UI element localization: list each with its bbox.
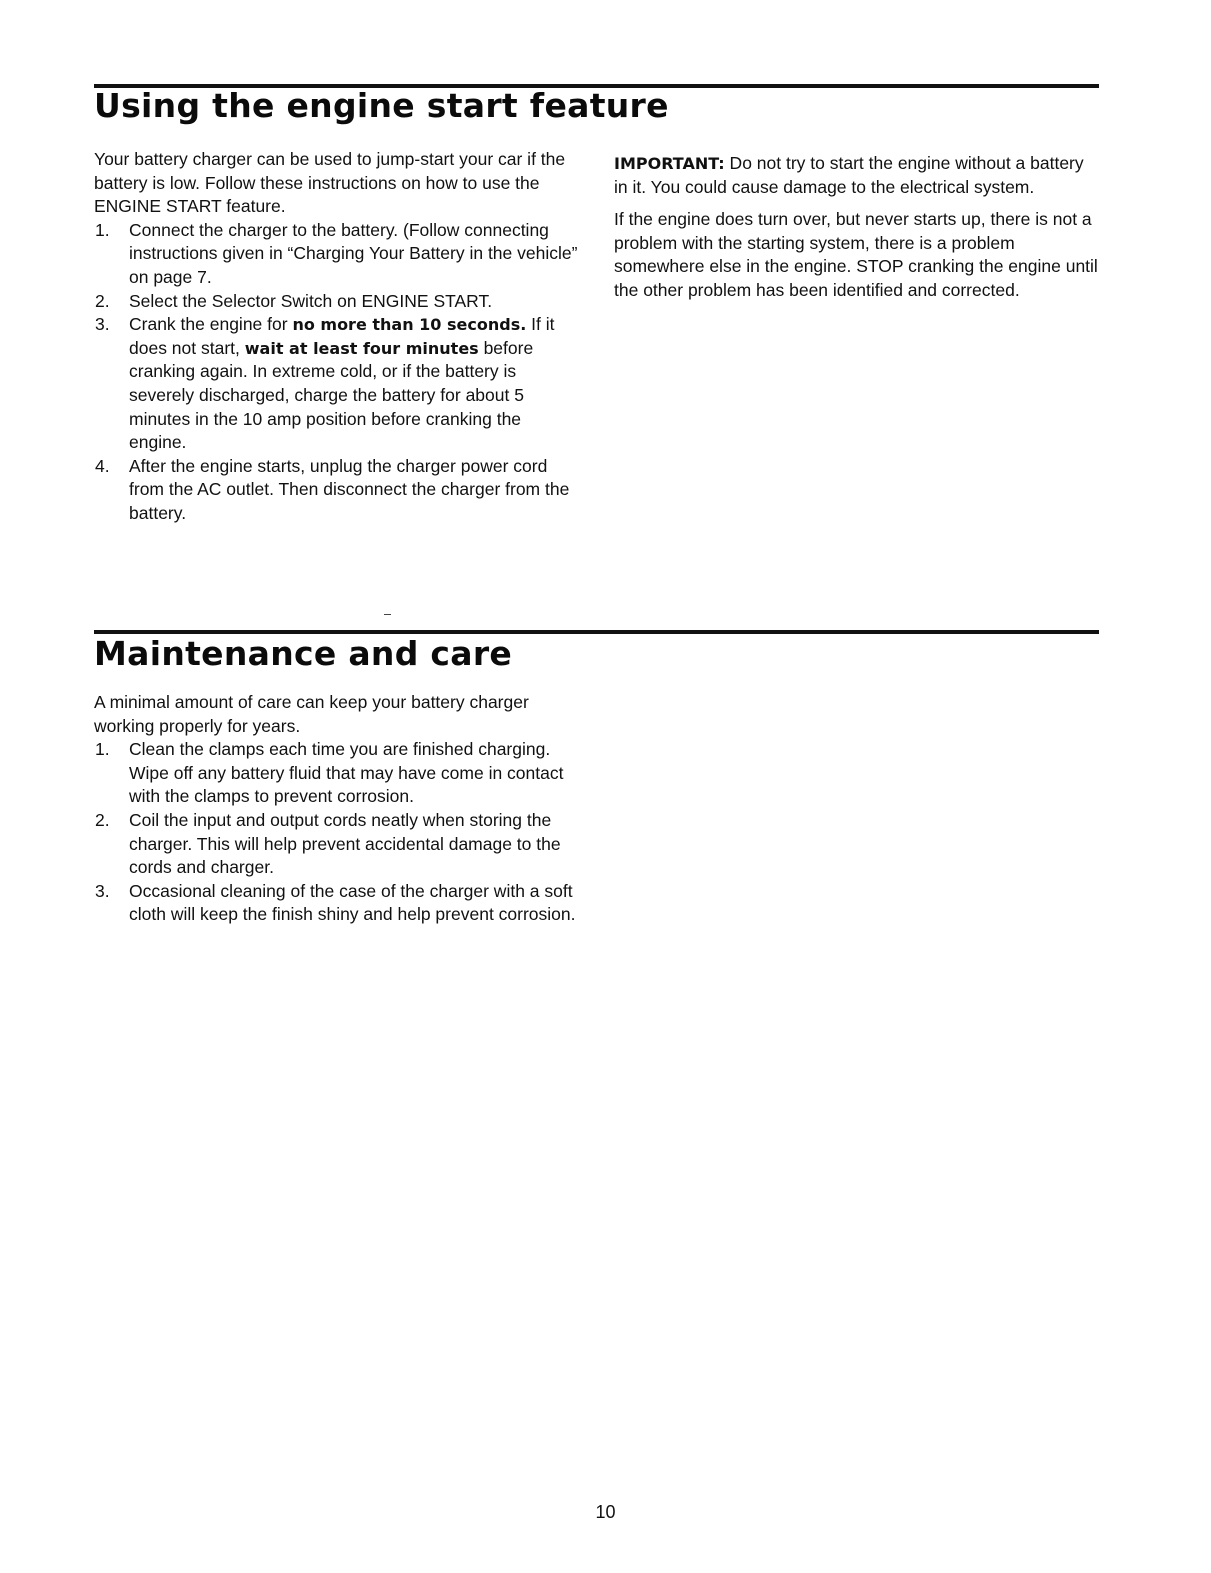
section-title-engine-start: Using the engine start feature	[94, 86, 669, 125]
important-text: Do not try to start the engine without a battery in it. You could cause damage to the electrical system.	[614, 153, 1084, 197]
important-note	[614, 152, 1102, 199]
list-item	[94, 455, 579, 526]
list-item-text: Connect the charger to the battery. (Follow connecting instructions given in “Charging Your Battery in the vehicle” on page 7.	[129, 219, 578, 287]
list-item	[94, 738, 584, 809]
list-item-text: Occasional cleaning of the case of the charger with a soft cloth will keep the finish shiny and help prevent corrosion.	[129, 880, 576, 925]
important-label: IMPORTANT:	[614, 154, 725, 173]
page-number: 10	[595, 1502, 616, 1522]
stray-mark	[384, 614, 391, 615]
engine-start-right-column	[614, 152, 1102, 303]
list-item-text: Coil the input and output cords neatly when storing the charger. This will help prevent accidental damage to the cords and charger.	[129, 809, 561, 878]
list-item-number: 4.	[95, 455, 110, 476]
list-item	[94, 880, 584, 927]
maintenance-intro: A minimal amount of care can keep your battery charger working properly for years.	[94, 692, 529, 736]
list-item-number: 3.	[95, 880, 110, 901]
emphasis-time-limit: no more than 10 seconds.	[292, 315, 527, 335]
list-item-number: 3.	[95, 314, 110, 335]
list-item-text: Crank the engine for	[129, 314, 293, 335]
list-item-text: After the engine starts, unplug the charger power cord from the AC outlet. Then disconnect the charger from the battery.	[129, 455, 570, 523]
list-item-text: Select the Selector Switch on ENGINE START.	[129, 290, 493, 311]
section-title-maintenance: Maintenance and care	[94, 634, 513, 673]
list-item	[94, 809, 584, 880]
list-item-number: 2.	[95, 290, 110, 311]
list-item	[94, 290, 579, 314]
list-item	[94, 313, 579, 455]
list-item-number: 1.	[95, 739, 110, 760]
maintenance-column	[94, 691, 584, 927]
list-item-number: 2.	[95, 809, 110, 830]
engine-start-steps	[94, 219, 579, 526]
list-item-text: Clean the clamps each time you are finished charging. Wipe off any battery fluid that may have come in contact with the clamps to prevent corrosion.	[129, 739, 564, 807]
list-item-text: If it does not start,	[129, 314, 555, 358]
emphasis-wait-time: wait at least four minutes	[244, 338, 479, 358]
engine-start-intro: Your battery charger can be used to jump-start your car if the battery is low. Follow these instructions on how to use the ENGINE START feature.	[94, 149, 566, 217]
maintenance-steps	[94, 738, 584, 927]
engine-start-left-column	[94, 148, 579, 526]
troubleshoot-paragraph: If the engine does turn over, but never starts up, there is not a problem with the starting system, there is a problem somewhere else in the engine. STOP cranking the engine until the other problem has been identified and corrected.	[614, 209, 1098, 300]
list-item-text: before cranking again. In extreme cold, or if the battery is severely discharged, charge the battery for about 5 minutes in the 10 amp position before cranking the engine.	[129, 337, 534, 453]
list-item-number: 1.	[95, 219, 110, 240]
list-item	[94, 219, 579, 290]
